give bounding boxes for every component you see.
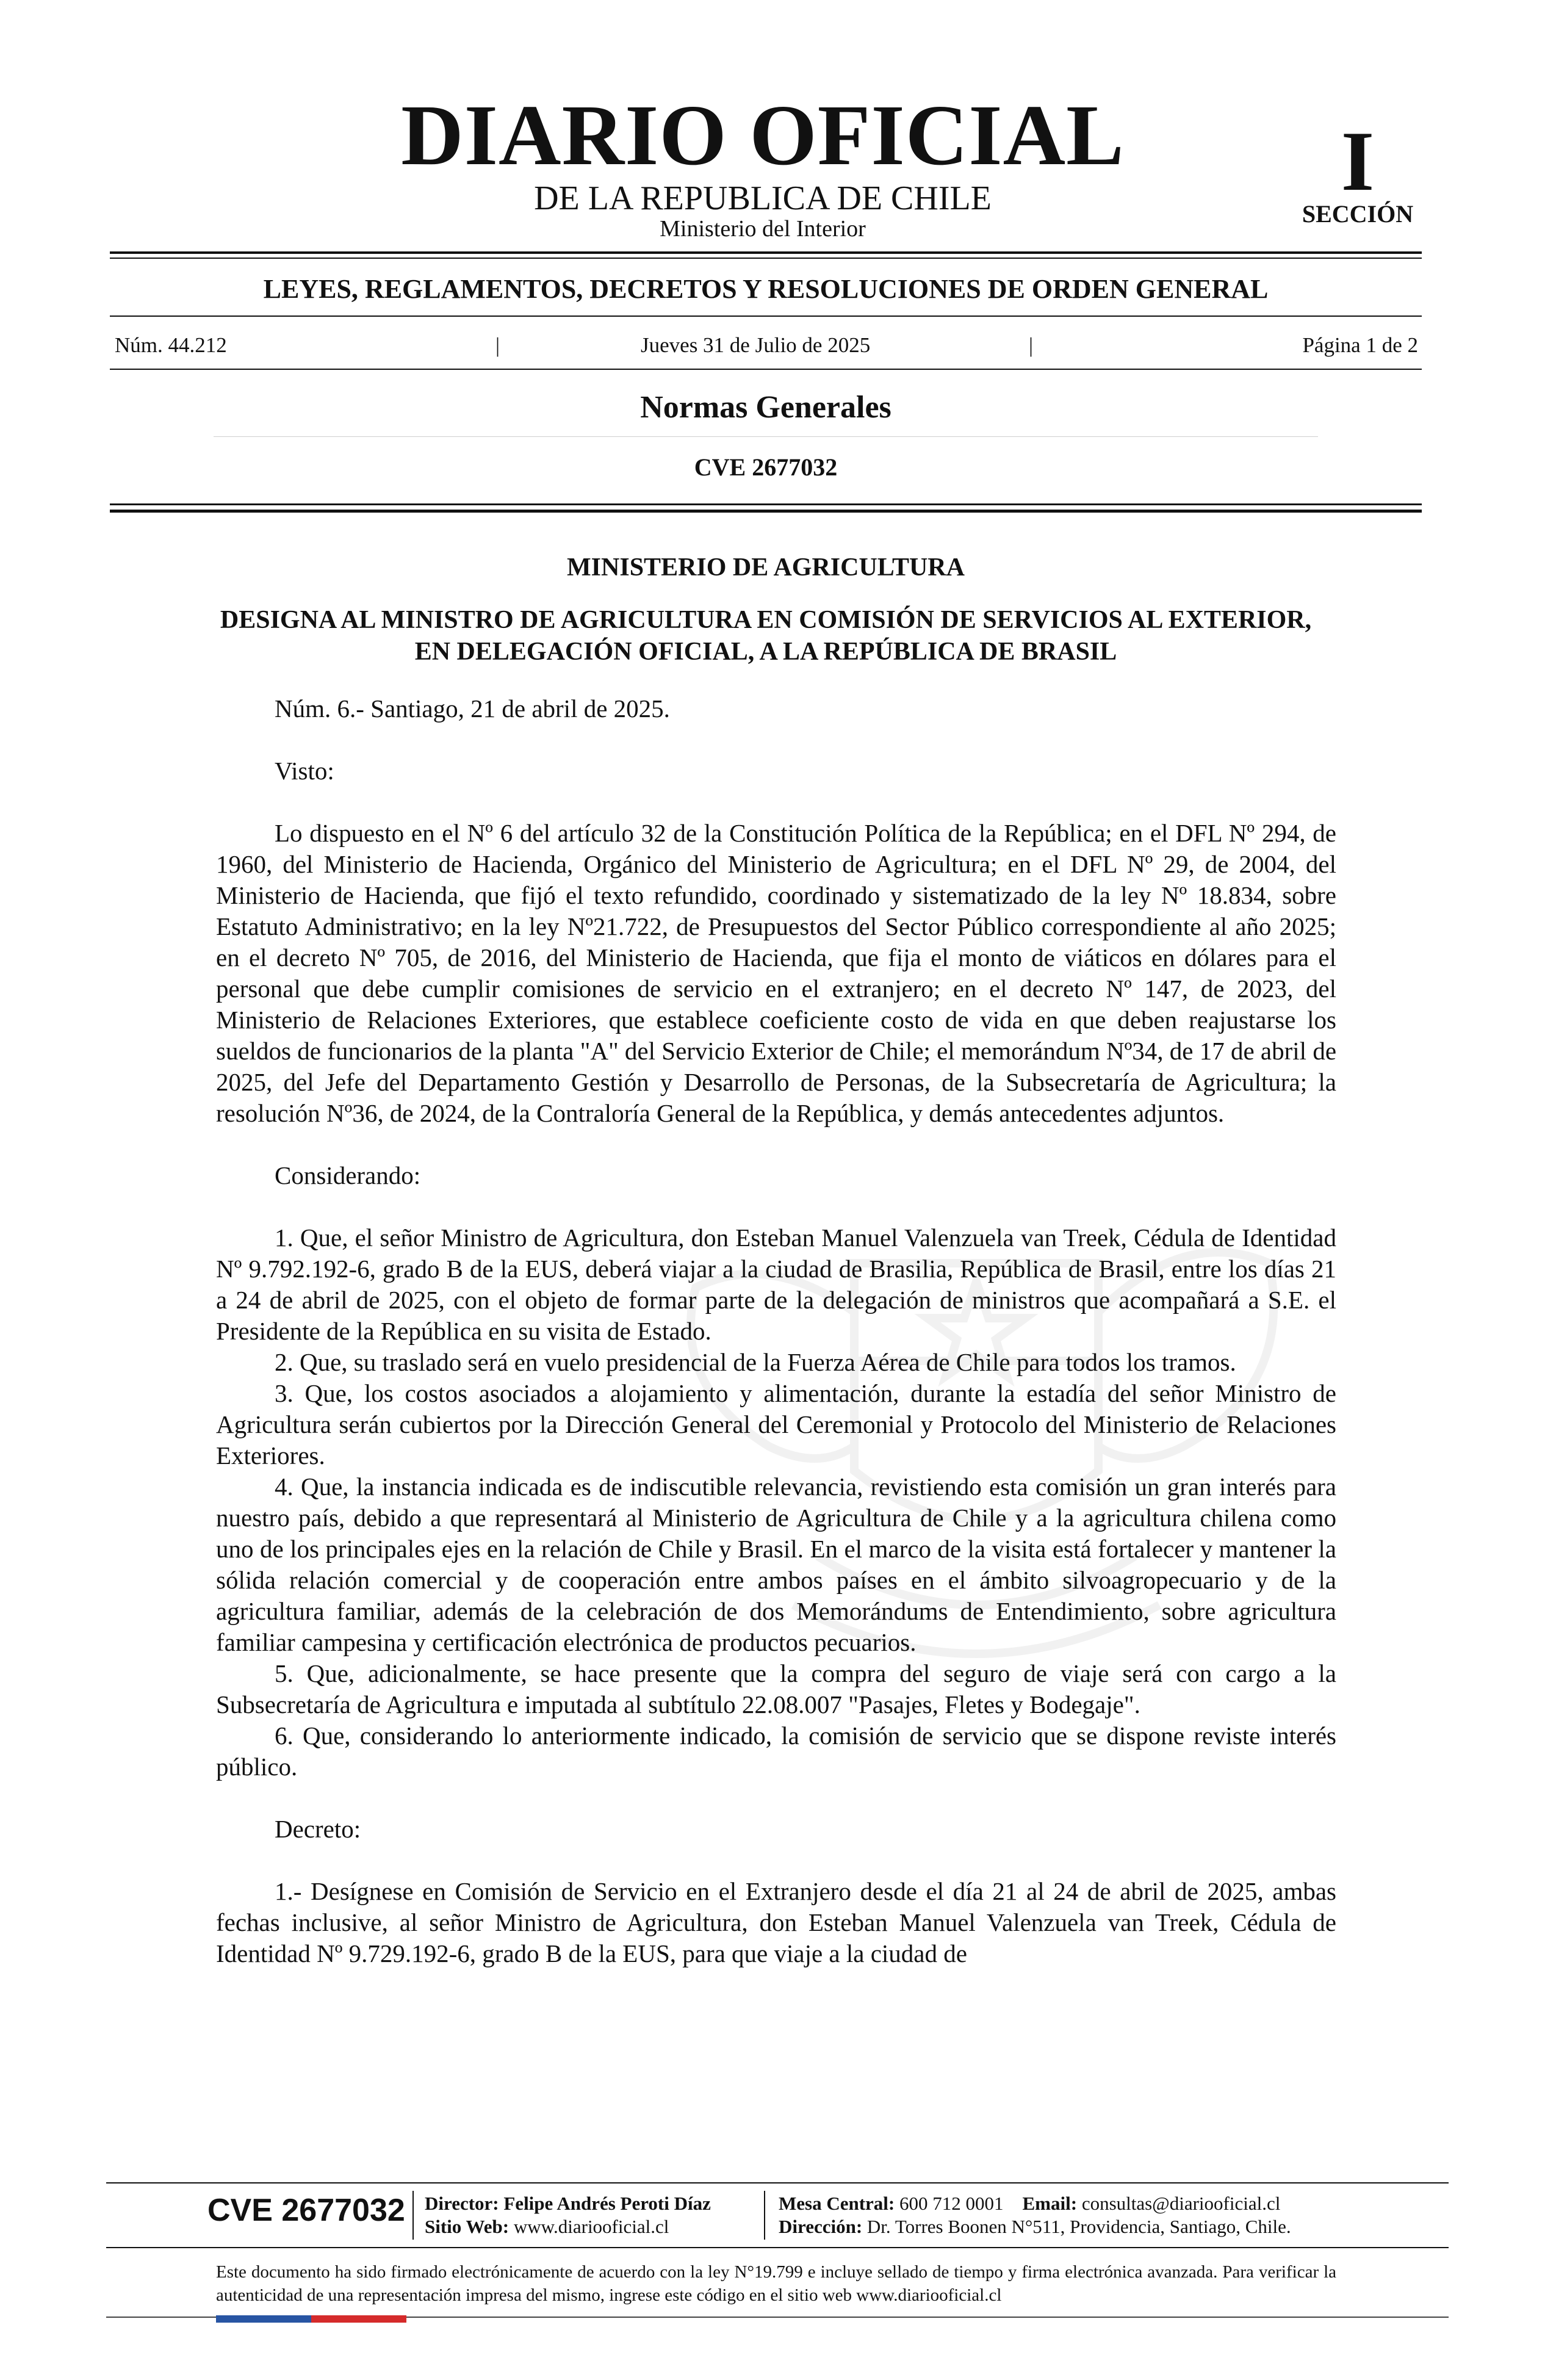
issuing-ministry: MINISTERIO DE AGRICULTURA — [567, 554, 965, 582]
newspaper-subtitle: DE LA REPUBLICA DE CHILE — [534, 179, 992, 217]
section-number: I — [1341, 114, 1375, 209]
section-heading-decreto: Decreto: — [275, 1815, 361, 1843]
divider — [110, 503, 1422, 505]
footer-separator — [764, 2191, 765, 2240]
footer-contact-column — [779, 2192, 1291, 2238]
phone-number: 600 712 0001 — [899, 2193, 1004, 2214]
flag-stripe-blue — [216, 2315, 311, 2323]
director-label: Director: — [425, 2193, 499, 2214]
footer-separator — [412, 2191, 414, 2240]
footer-divider — [106, 2247, 1449, 2248]
director-name: Felipe Andrés Peroti Díaz — [503, 2193, 711, 2214]
email-link[interactable]: consultas@diariooficial.cl — [1081, 2193, 1281, 2214]
divider — [110, 258, 1422, 259]
separator: | — [1029, 333, 1034, 357]
address: Dr. Torres Boonen N°511, Providencia, Santiago, Chile. — [866, 2216, 1291, 2237]
considerando-item: 4. Que, la instancia indicada es de indiscutible relevancia, revistiendo esta comisión un gran interés para nuestro país, debido a que representará al Ministerio de Agricultura de Chile y a la agricultura chilena como uno de los principales ejes en la relación de Chile y Brasil. En el marco de la visita está fortalecer y mantener la sólida relación comercial y de cooperación entre ambos países en el ámbito silvoagropecuario y de la agricultura familiar, además de la celebración de dos Memorándums de Entendimiento, sobre agricultura familiar campesina y certificación electrónica de productos pecuarios. — [216, 1473, 1336, 1656]
website-label: Sitio Web: — [425, 2216, 510, 2237]
page-indicator: Página 1 de 2 — [1302, 333, 1418, 357]
address-label: Dirección: — [779, 2216, 863, 2237]
section-heading-considerando: Considerando: — [275, 1161, 421, 1189]
issue-date: Jueves 31 de Julio de 2025 — [641, 333, 871, 357]
website-link[interactable]: www.diariooficial.cl — [513, 2216, 669, 2237]
considerando-item: 5. Que, adicionalmente, se hace presente que la compra del seguro de viaje será con cargo a la Subsecretaría de Agricultura e imputada al subtítulo 22.08.007 "Pasajes, Fletes y Bodegaje". — [216, 1659, 1336, 1718]
considerando-item: 6. Que, considerando lo anteriormente indicado, la comisión de servicio que se dispone reviste interés público. — [216, 1722, 1336, 1781]
section-heading-visto: Visto: — [275, 757, 334, 785]
rubric-title: Normas Generales — [640, 390, 891, 425]
considerando-item: 1. Que, el señor Ministro de Agricultura, don Esteban Manuel Valenzuela van Treek, Cédula de Identidad Nº 9.792.192-6, grado B de la EUS, deberá viajar a la ciudad de Brasilia, República de Brasil, entre los días 21 a 24 de abril de 2025, con el objeto de formar parte de la delegación de ministros que acompañará a S.E. el Presidente de la República en su visita de Estado. — [216, 1224, 1336, 1345]
cve-code: CVE 2677032 — [694, 453, 838, 481]
document-body — [216, 693, 1336, 1969]
divider — [110, 369, 1422, 370]
document-title: DESIGNA AL MINISTRO DE AGRICULTURA EN COMISIÓN DE SERVICIOS AL EXTERIOR, EN DELEGACIÓN OFICIAL, A LA REPÚBLICA DE BRASIL — [220, 606, 1312, 666]
category-heading: LEYES, REGLAMENTOS, DECRETOS Y RESOLUCIONES DE ORDEN GENERAL — [263, 274, 1269, 304]
divider — [110, 316, 1422, 317]
issue-number: Núm. 44.212 — [115, 333, 227, 357]
email-label: Email: — [1022, 2193, 1078, 2214]
visto-paragraph: Lo dispuesto en el Nº 6 del artículo 32 de la Constitución Política de la República; en el DFL Nº 294, de 1960, del Ministerio de Hacienda, Orgánico del Ministerio de Agricultura; en el DFL Nº 29, de 2004, del Ministerio de Hacienda, que fijó el texto refundido, coordinado y sistematizado de la ley Nº 18.834, sobre Estatuto Administrativo; en la ley Nº21.722, de Presupuestos del Sector Público correspondiente al año 2025; en el decreto Nº 705, de 2016, del Ministerio de Hacienda, que fija el monto de viáticos en dólares para el personal que debe cumplir comisiones de servicio en el extranjero; en el decreto Nº 147, de 2023, del Ministerio de Relaciones Exteriores, que establece coeficiente costo de vida en que deben reajustarse los sueldos de funcionarios de la planta "A" del Servicio Exterior de Chile; el memorándum Nº34, de 17 de abril de 2025, del Jefe del Departamento Gestión y Desarrollo de Personas, de la Subsecretaría de Agricultura; la resolución Nº36, de 2024, de la Contraloría General de la República, y demás antecedentes adjuntos. — [216, 819, 1337, 1127]
considerando-item: 2. Que, su traslado será en vuelo presidencial de la Fuerza Aérea de Chile para todos los tramos. — [275, 1348, 1236, 1376]
section-label: SECCIÓN — [1302, 200, 1414, 228]
phone-label: Mesa Central: — [779, 2193, 895, 2214]
divider — [214, 436, 1318, 437]
newspaper-title: DIARIO OFICIAL — [401, 87, 1125, 183]
section-badge — [1281, 114, 1434, 228]
masthead — [104, 87, 1422, 242]
decreto-item: 1.- Desígnese en Comisión de Servicio en el Extranjero desde el día 21 al 24 de abril de 2025, ambas fechas inclusive, al señor Ministro de Agricultura, don Esteban Manuel Valenzuela van Treek, Cédula de Identidad Nº 9.729.192-6, grado B de la EUS, para que viaje a la ciudad de — [216, 1877, 1336, 1967]
flag-stripe-red — [311, 2315, 406, 2323]
newspaper-ministry: Ministerio del Interior — [660, 215, 866, 242]
footer-cve-code: CVE 2677032 — [207, 2193, 405, 2228]
footer-director-column — [425, 2192, 711, 2238]
footer-divider — [106, 2182, 1449, 2183]
signature-notice: Este documento ha sido firmado electrónicamente de acuerdo con la ley N°19.799 e incluye sellado de tiempo y firma electrónica avanzada. Para verificar la autenticidad de una representación impresa del mismo, ingrese este código en el sitio web www.diariooficial.cl — [216, 2262, 1336, 2305]
divider — [110, 251, 1422, 254]
divider — [110, 510, 1422, 513]
considerando-item: 3. Que, los costos asociados a alojamiento y alimentación, durante la estadía del señor Ministro de Agricultura serán cubiertos por la Dirección General del Ceremonial y Protocolo del Ministerio de Relaciones Exteriores. — [216, 1379, 1336, 1469]
separator: | — [495, 333, 500, 357]
decree-number: Núm. 6.- Santiago, 21 de abril de 2025. — [275, 694, 670, 723]
